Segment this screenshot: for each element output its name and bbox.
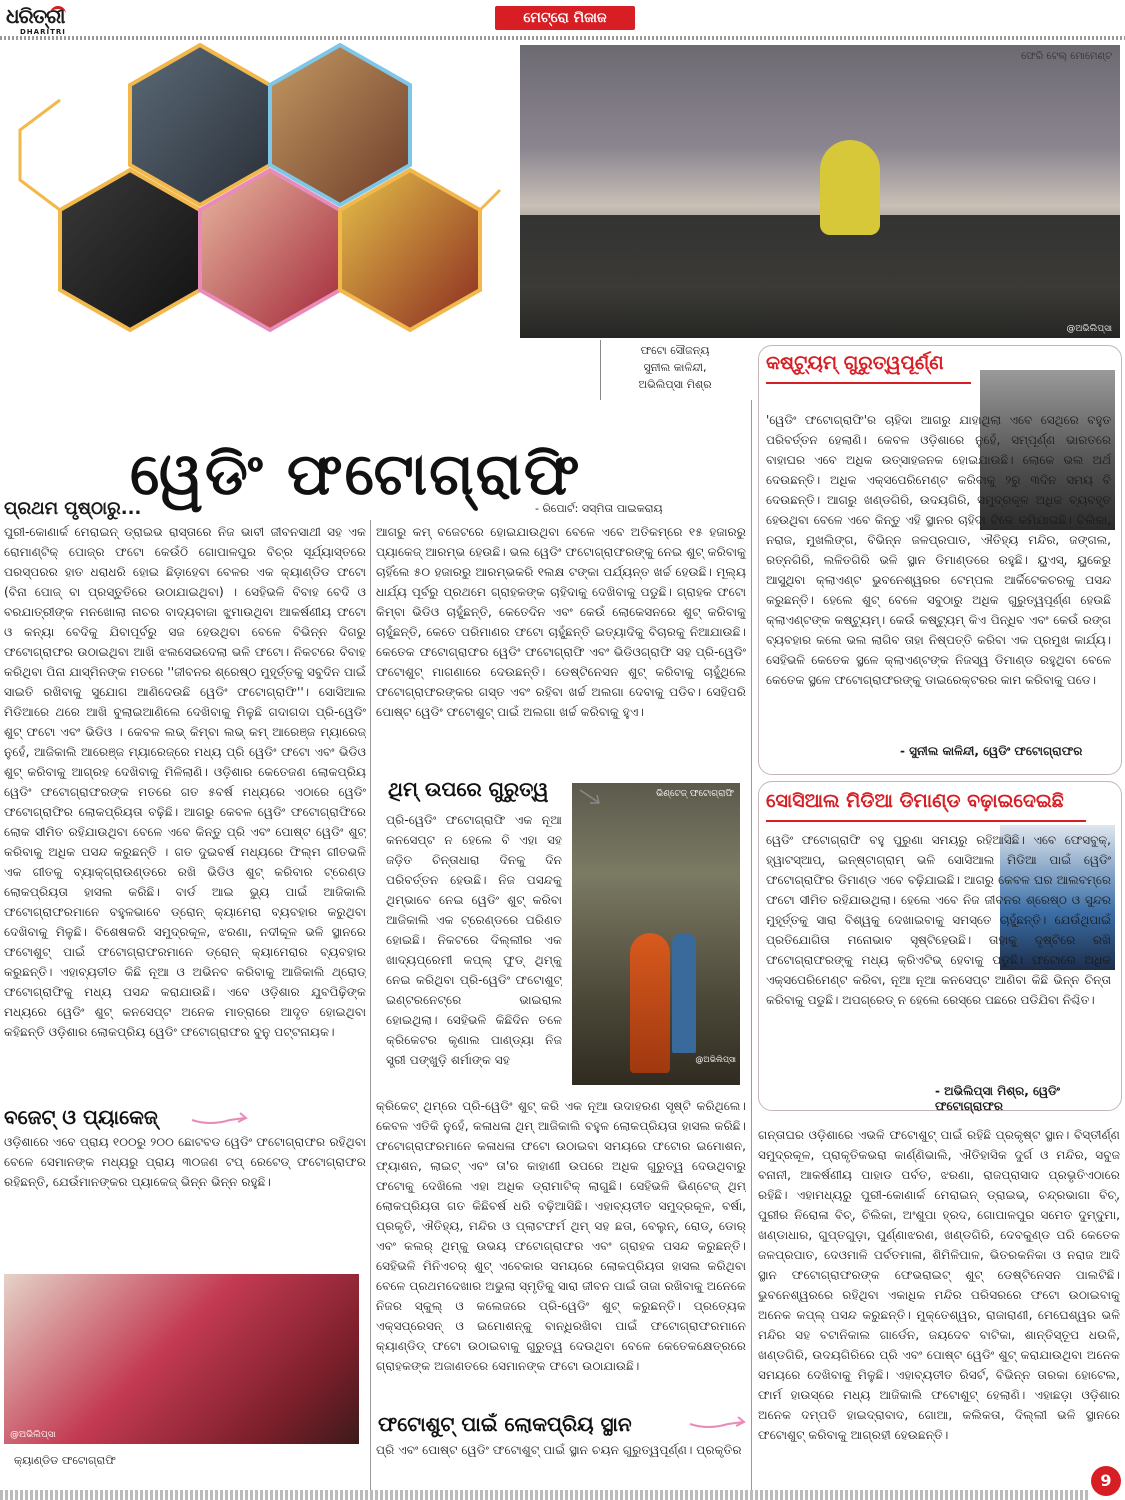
first-page-label: ପ୍ରଥମ ପୃଷ୍ଠାରୁ...	[4, 498, 142, 519]
couple-rock-photo	[520, 45, 1120, 338]
dharitri-logo: ଧରିତ୍ରୀ DHARITRI	[6, 4, 66, 36]
photo-watermark: @ଅଭିଲିପ୍ସା	[1066, 324, 1112, 334]
page-number: 9	[1091, 1466, 1121, 1496]
photo-caption-top: ଫେରି ଟେଲ୍ ମୋମେଣ୍ଟ	[1021, 51, 1112, 62]
section-tag: ମେଟ୍ରୋ ମିଜାଜ	[495, 6, 635, 30]
social-heading: ସୋସିଆଲ ମିଡିଆ ଡିମାଣ୍ଡ ବଢ଼ାଇଦେଇଛି	[766, 790, 1064, 812]
theme-text-continued: କ୍ରିକେଟ୍ ଥିମ୍‌ରେ ପ୍ରି-ୱେଡିଂ ଶୁଟ୍ କରି ଏକ ନୂଆ ଉଦାହରଣ ସୃଷ୍ଟି କରିଥିଲେ। କେବଳ ଏତିକି ନୁହେଁ, କଳାଧଳା ଥିମ୍ ଆଜିକାଲି ବହୁଳ ଲୋକପ୍ରିୟତା ହାସଲ କରିଛି। ଫଟୋଗ୍ରାଫରମାନେ କଳାଧଳା ଫଟୋ ଉଠାଇବା ସମୟରେ ଫଟୋର ଇମୋଶନ, ଫ୍ୟାଶନ, ଲାଇଟ୍ ଏବଂ ତା'ର କାହାଣୀ ଉପରେ ଅଧିକ ଗୁରୁତ୍ୱ ଦେଉଥିବାରୁ ଫଟୋକୁ ଦେଖିଲେ ଏହା ଅଧିକ ଡ୍ରାମାଟିକ୍ ଲାଗୁଛି। ସେହିଭଳି ଭିଣ୍ଟେଜ୍ ଥିମ୍ ଲୋକପ୍ରିୟତା ଗତ କିଛିବର୍ଷ ଧରି ବଢ଼ିଆସିଛି। ଏହାବ୍ୟତୀତ ସମୁଦ୍ରକୂଳ, ବର୍ଷା, ପ୍ରକୃତି, ଐତିହ୍ୟ, ମନ୍ଦିର ଓ ପ୍ଲାଟଫର୍ମ ଥିମ୍ ସହ ଛତା, ବେଲୁନ୍, ରୋଡ୍, ଡୋର୍ ଏବଂ କଲର୍ ଥିମ୍‌କୁ ଉଭୟ ଫଟୋଗ୍ରାଫର ଏବଂ ଗ୍ରାହକ ପସନ୍ଦ କରୁଛନ୍ତି। ସେହିଭଳି ମିନିଏଚର୍ ଶୁଟ୍ ଏବେକାର ସମୟରେ ଲୋକପ୍ରିୟତା ହାସଲ କରିଥିବା ବେଳେ ପ୍ରଥମଦେଖାର ଅଭୁଲା ସ୍ମୃତିକୁ ସାରା ଜୀବନ ପାଇଁ ତାଜା ରଖିବାକୁ ଅନେକେ ନିଜର ସ୍କୁଲ୍ ଓ କଲେଜରେ ପ୍ରି-ୱେଡିଂ ଶୁଟ୍ କରୁଛନ୍ତି। ପ୍ରତ୍ୟେକ ଏକ୍ସପ୍ରେସନ୍ ଓ ଇମୋଶନ୍‌କୁ ବାନ୍ଧିରଖିବା ପାଇଁ ଫଟୋଗ୍ରାଫରମାନେ କ୍ୟାଣ୍ଡିଡ୍ ଫଟୋ ଉଠାଇବାକୁ ଗୁରୁତ୍ୱ ଦେଉଥିବା ବେଳେ କେତେକକ୍ଷେତ୍ରରେ ଗ୍ରାହକଙ୍କ ଅଜାଣତରେ ସେମାନଙ୍କ ଫଟୋ ଉଠାଯାଉଛି।	[376, 1099, 746, 1373]
costume-signature: - ସୁନୀଲ କାଳିନ୍ଦୀ, ୱେଡିଂ ଫଟୋଗ୍ରାଫର	[900, 744, 1083, 758]
social-text: ୱେଡିଂ ଫଟୋଗ୍ରାଫି ବହୁ ପୁରୁଣା ସମୟରୁ ରହିଆସିଛି। ଏବେ ଫେସବୁକ୍, ହ୍ୱାଟସ୍‌ଆପ୍, ଇନ୍‌ଷ୍ଟାଗ୍ରାମ୍ ଭଳି ସୋସିଆଲ ମିଡିଆ ପାଇଁ ୱେଡିଂ ଫଟୋଗ୍ରାଫିର ଡିମାଣ୍ଡ ଏବେ ବଢ଼ିଯାଇଛି। ଆଗରୁ କେବଳ ଘର ଆଲବମ୍‌ରେ ଫଟୋ ସୀମିତ ରହିଯାଉଥିଲା। ହେଲେ ଏବେ ନିଜ ଜୀବନର ଶ୍ରେଷ୍ଠ ଓ ସୁନ୍ଦର ମୁହୂର୍ତ୍ତକୁ ସାରା ବିଶ୍ୱକୁ ଦେଖାଇବାକୁ ସମସ୍ତେ ଚାହୁଁଛନ୍ତି। ଯେଉଁଥିପାଇଁ ପ୍ରତିଯୋଗିତା ମନୋଭାବ ସୃଷ୍ଟିହେଉଛି। ତାହାକୁ ଦୃଷ୍ଟିରେ ରଖି ଫଟୋଗ୍ରାଫରଙ୍କୁ ମଧ୍ୟ କ୍ରିଏଟିଭ୍ ହେବାକୁ ପଡୁଛି। ଫଟୋରେ ଅଧିକ ଏକ୍ସପେରିମେଣ୍ଟ କରିବା, ନୂଆ ନୂଆ କନସେପ୍ଟ ଆଣିବା କିଛି ଭିନ୍ନ ଚିନ୍ତା କରିବାକୁ ପଡୁଛି। ଅପଗ୍ରେଡ୍ ନ ହେଲେ ରେସ୍‌ରେ ପଛରେ ପଡିଯିବା ନିଶ୍ଚିତ।	[766, 833, 1111, 1007]
arrow-icon	[578, 788, 602, 806]
bottom-rule	[0, 1490, 1090, 1500]
places-text: ଗନ୍ତାଘର ଓଡ଼ିଶାରେ ଏଭଳି ଫଟୋଶୁଟ୍ ପାଇଁ ରହିଛି ପ୍ରକୃଷ୍ଟ ସ୍ଥାନ। ବିସ୍ତୀର୍ଣ୍ଣ ସମୁଦ୍ରକୂଳ, ପ୍ରାକୃତିକଭରା କାର୍ଣ୍ଣିଭାଲି, ଐତିହାସିକ ଦୁର୍ଗ ଓ ମନ୍ଦିର, ସବୁଜ ବନାନୀ, ଆକର୍ଷଣୀୟ ପାହାଡ ପର୍ବତ, ଝରଣା, ରାଜପ୍ରାସାଦ ପ୍ରଭୃତିଏଠାରେ ରହିଛି। ଏହାମଧ୍ୟରୁ ପୁରୀ-କୋଣାର୍କ ମେରାଇନ୍ ଡ୍ରାଇଭ୍, ଚନ୍ଦ୍ରଭାଗା ବିଚ୍, ପୁରୀର ନିରୋଳା ବିଚ୍, ଚିଲିକା, ଅଂଶୁପା ହ୍ରଦ, ଗୋପାଳପୁର ସମେତ ଦୁମ୍‌ଦୁମା, ଖଣ୍ଡାଧାର, ଗୁପ୍ତଗୁଡ଼ା, ପୁର୍ଣ୍ଣାଝରଣ, ଖଣ୍ଡଗିରି, ଦେବକୁଣ୍ଡ ପରି କେତେକ ଜଳପ୍ରପାତ, ଦେଓମାଳି ପର୍ବତମାଳା, ଶିମିଳିପାଳ, ଭିତରକନିକା ଓ ନରାଜ ଆଦି ସ୍ଥାନ ଫଟୋଗ୍ରାଫରଙ୍କ ଫେଭରାଇଟ୍ ଶୁଟ୍ ଡେଷ୍ଟିନେସନ ପାଲଟିଛି। ଭୁବନେଶ୍ୱରରେ ରହିଥିବା ଏକାଧିକ ମନ୍ଦିର ପରିସରରେ ଫଟୋ ଉଠାଇବାକୁ ଅନେକ କପ୍‌ଲ୍ ପସନ୍ଦ କରୁଛନ୍ତି। ମୁକ୍ତେଶ୍ୱର, ରାଜାରାଣୀ, ମେଘେଶ୍ୱର ଭଳି ମନ୍ଦିର ସହ ବଟାନିକାଲ ଗାର୍ଡେନ, ଜୟଦେବ ବାଟିକା, ଶାନ୍ତିସ୍ତୂପ ଧଉଳି, ଖଣ୍ଡଗିରି, ଉଦୟଗିରିରେ ପ୍ରି ଏବଂ ପୋଷ୍ଟ ୱେଡିଂ ଶୁଟ୍ କରାଯାଉଥିବା ଅନେକ ସମୟରେ ଦେଖିବାକୁ ମିଳୁଛି। ଏହାବ୍ୟତୀତ ରିସର୍ଟ, ବିଭିନ୍ନ ତାରକା ହୋଟେଲ, ଫାର୍ମ ହାଉସ୍‌ରେ ମଧ୍ୟ ଆଜିକାଲି ଫଟୋଶୁଟ୍ ହେଲାଣି। ଏହାଛଡ଼ା ଓଡ଼ିଶାର ଅନେକ ଦମ୍ପତି ହାଇଦ୍ରାବାଦ, ଗୋଆ, କଲିକତା, ଦିଲ୍ଲୀ ଭଳି ସ୍ଥାନରେ ଫଟୋଶୁଟ୍ କରିବାକୁ ଆଗ୍ରହୀ ହେଉଛନ୍ତି।	[758, 1128, 1120, 1442]
reporter-line: - ରିପୋର୍ଟ: ସସ୍ମିତା ପାଇକରାୟ	[535, 502, 663, 515]
hex-collage	[0, 40, 520, 340]
place-heading: ଫଟୋଶୁଟ୍ ପାଇଁ ଲୋକପ୍ରିୟ ସ୍ଥାନ	[378, 1412, 632, 1436]
vintage-photo: ଭିଣ୍ଟେଜ୍ ଫଟୋଗ୍ରାଫି @ଅଭିଲିପ୍ସା	[572, 783, 740, 1085]
yellow-dress-figure	[820, 140, 880, 235]
arrow-icon	[190, 1110, 250, 1128]
photo-courtesy: ଫଟୋ ସୌଜନ୍ୟ ସୁନୀଲ କାଳିନ୍ଦୀ, ଅଭିଲିପ୍ସା ମିଶ୍ର	[638, 344, 712, 391]
column-2-text: ଆଗରୁ କମ୍ ବଜେଟରେ ହୋଇଯାଉଥିବା ବେଳେ ଏବେ ଅତିକମ୍‌ରେ ୧୫ ହଜାରରୁ ପ୍ୟାକେଜ୍ ଆରମ୍ଭ ହେଉଛି। ଭଲ ୱେଡିଂ ଫଟୋଗ୍ରାଫରଙ୍କୁ ନେଇ ଶୁଟ୍ କରିବାକୁ ଚାହିଁଲେ ୫୦ ହଜାରରୁ ଆରମ୍ଭକରି ୧ଲକ୍ଷ ଟଙ୍କା ପର୍ଯ୍ୟନ୍ତ ଖର୍ଚ୍ଚ ହେଉଛି। ମୂଲ୍ୟ ଧାର୍ଯ୍ୟ ପୂର୍ବରୁ ପ୍ରଥମେ ଗ୍ରାହକଙ୍କ ଚାହିଦାକୁ ଦେଖିବାକୁ ପଡୁଛି। ଗ୍ରାହକ ଫଟୋ କିମ୍ବା ଭିଡିଓ ଚାହୁଁଛନ୍ତି, କେତେଦିନ ଏବଂ କେଉଁ ଲୋକେସନରେ ଶୁଟ୍ କରିବାକୁ ଚାହୁଁଛନ୍ତି, କେତେ ପରିମାଣର ଫଟୋ ଚାହୁଁଛନ୍ତି ଇତ୍ୟାଦିକୁ ବିଚାରକୁ ନିଆଯାଉଛି। କେତେକ ଫଟୋଗ୍ରାଫର ୱେଡିଂ ଫଟୋଗ୍ରାଫି ଏବଂ ଭିଡିଓଗ୍ରାଫି ସହ ପ୍ରି-ୱେଡିଂ ଫଟୋଶୁଟ୍ ମାଗଣାରେ ଦେଉଛନ୍ତି। ଡେଷ୍ଟିନେସନ ଶୁଟ୍ କରିବାକୁ ଚାହୁଁଥିଲେ ଫଟୋଗ୍ରାଫରଙ୍କର ଗସ୍ତ ଏବଂ ରହିବା ଖର୍ଚ୍ଚ ଅଲଗା ଦେବାକୁ ପଡିବ। ସେହିପରି ପୋଷ୍ଟ ୱେଡିଂ ଫଟୋଶୁଟ୍ ପାଇଁ ଅଲଗା ଖର୍ଚ୍ଚ କରିବାକୁ ହୁଏ।	[376, 525, 746, 719]
main-title: ୱେଡିଂ ଫଟୋଗ୍ରାଫି	[130, 440, 582, 508]
budget-heading: ବଜେଟ୍ ଓ ପ୍ୟାକେଜ୍	[4, 1105, 158, 1129]
theme-text: ପ୍ରି-ୱେଡିଂ ଫଟୋଗ୍ରାଫି ଏକ ନୂଆ କନସେପ୍ଟ ନ ହେଲେ ବି ଏହା ସହ ଜଡ଼ିତ ଚିନ୍ତାଧାରା ଦିନକୁ ଦିନ ପରିବର୍ତ୍ତନ ହେଉଛି। ନିଜ ପସନ୍ଦକୁ ଥିମ୍‌ଭାବେ ନେଇ ୱେଡିଂ ଶୁଟ୍ କରିବା ଆଜିକାଲି ଏକ ଟ୍ରେଣ୍ଡରେ ପରିଣତ ହୋଇଛି। ନିକଟରେ ଦିଲ୍ଲୀର ଏକ ଖାଦ୍ୟପ୍ରେମୀ କପ୍‌ଲ୍ ଫୁଡ୍ ଥିମ୍‌କୁ ନେଇ କରିଥିବା ପ୍ରି-ୱେଡିଂ ଫଟୋଶୁଟ୍ ଇଣ୍ଟରନେଟ୍‌ରେ ଭାଇରାଲ ହୋଇଥିଲା। ସେହିଭଳି କିଛିଦିନ ତଳେ କ୍ରିକେଟର କୃଣାଲ ପାଣ୍ଡ୍ୟା ନିଜ ସ୍ତ୍ରୀ ପଙ୍ଖୁଡ଼ି ଶର୍ମାଙ୍କ ସହ	[386, 813, 562, 1067]
budget-text: ଓଡ଼ିଶାରେ ଏବେ ପ୍ରାୟ ୧୦୦ରୁ ୨୦୦ ଛୋଟବଡ ୱେଡିଂ ଫଟୋଗ୍ରାଫର ରହିଥିବା ବେଳେ ସେମାନଙ୍କ ମଧ୍ୟରୁ ପ୍ରାୟ ୩୦ଜଣ ଟପ୍ ରେଟେଡ୍ ଫଟୋଗ୍ରାଫର ରହିଛନ୍ତି, ଯେଉଁମାନଙ୍କର ପ୍ୟାକେଜ୍ ଭିନ୍ନ ଭିନ୍ନ ରହୁଛି।	[4, 1135, 366, 1189]
costume-text: 'ୱେଡିଂ ଫଟୋଗ୍ରାଫି'ର ଚାହିଦା ଆଗରୁ ଯାହାଥିଲା ଏବେ ସେଥିରେ ବହୁତ ପରିବର୍ତ୍ତନ ହେଲାଣି। କେବଳ ଓଡ଼ିଶାରେ ନୁହେଁ, ସମ୍ପୂର୍ଣ୍ଣ ଭାରତରେ ବାହାଘର ଏବେ ଅଧିକ ଉତ୍ସାହଜନକ ହୋଇଯାଉଛି। ଲୋକେ ଭଲ ଅର୍ଥ ଦେଉଛନ୍ତି। ଅଧିକ ଏକ୍ସପେରିମେଣ୍ଟ କରିବାକୁ ୨ରୁ ୩ଦିନ ସମୟ ବି ଦେଉଛନ୍ତି। ଆଗରୁ ଖଣ୍ଡଗିରି, ଉଦୟଗିରି, ସମୁଦ୍ରକୂଳ ଅଧିକ ବ୍ୟବହୃତ ହେଉଥିବା ବେଳେ ଏବେ କିନ୍ତୁ ଏହି ସ୍ଥାନର ଚାହିଦା ଟିକେ କମିଯାଇଛି। ଚିଲିକା, ନରାଜ, ମୁଖଲିଙ୍ଗ, ବିଭିନ୍ନ ଜଳପ୍ରପାତ, ଐତିହ୍ୟ ମନ୍ଦିର, ଜଙ୍ଗଲ, ରତ୍ନଗିରି, ଲଳିତଗିରି ଭଳି ସ୍ଥାନ ଡିମାଣ୍ଡରେ ରହୁଛି। ୟୁଏସ୍, ୟୁକେରୁ ଆସୁଥିବା କ୍ଲାଏଣ୍ଟ ଭୁବନେଶ୍ୱରର ଟେମ୍ପଲ ଆର୍କିଟେକଚରକୁ ପସନ୍ଦ କରୁଛନ୍ତି। ହେଲେ ଶୁଟ୍ ବେଳେ ସବୁଠାରୁ ଅଧିକ ଗୁରୁତ୍ୱପୂର୍ଣ୍ଣ ହେଉଛି କ୍ଲାଏଣ୍ଟଙ୍କ କଷ୍ଟ୍ୟୁମ୍। କେଉଁ କଷ୍ଟ୍ୟୁମ୍ କିଏ ପିନ୍ଧିବ ଏବଂ କେଉଁ ରଙ୍ଗ ବ୍ୟବହାର କଲେ ଭଲ ଲାଗିବ ତାହା ନିଷ୍ପତ୍ତି କରିବା ଏକ ପ୍ରମୁଖ କାର୍ଯ୍ୟ। ସେହିଭଳି କେତେକ ସ୍ଥଳେ କ୍ଲାଏଣ୍ଟଙ୍କ ନିଜସ୍ୱ ଡିମାଣ୍ଡ ରହୁଥିବା ବେଳେ କେତେକ ସ୍ଥଳେ ଫଟୋଗ୍ରାଫରଙ୍କୁ ଡାଇରେକ୍ଟରର କାମ କରିବାକୁ ପଡେ।	[766, 413, 1111, 687]
arrow-icon	[688, 1414, 748, 1432]
column-1-text: ପୁରୀ-କୋଣାର୍କ ମେରାଇନ୍ ଡ୍ରାଇଭ ରାସ୍ତାରେ ନିଜ ଭାବୀ ଜୀବନସାଥୀ ସହ ଏକ ରୋମାଣ୍ଟିକ୍ ପୋଜ୍‌ର ଫଟୋ କେଉଁଠି ଗୋପାଳପୁର ବିଚ୍‌ର ସୂର୍ଯ୍ୟାସ୍ତରେ ପରସ୍ପରର ହାତ ଧରାଧରି ହୋଇ ଛିଡ଼ାହେବା ବେଳର ଏକ କ୍ୟାଣ୍ଡିଡ ଫଟୋ (ବିନା ପୋଜ୍ ବା ପ୍ରସ୍ତୁତିରେ ଉଠାଯାଇଥିବା) । ସେହିଭଳି ବିବାହ ବେଦି ଓ ବରଯାତ୍ରୀଙ୍କ ମନଖୋଲା ନାଚର ବାଦ୍ୟବାଜା ଝୁମାଉଥିବା ଆକର୍ଷଣୀୟ ଫଟୋ ଓ କନ୍ୟା ବେଦିକୁ ଯିବାପୂର୍ବରୁ ସଜ ହେଉଥିବା ବେଳେ ବିଭିନ୍ନ ଦିଗରୁ ଫଟୋଗ୍ରାଫର ଉଠାଇଥିବା ଆଖି ଝଲସେଇଦେଲା ଭଳି ଫଟୋ। ନିକଟରେ ବିବାହ କରିଥିବା ପିନା ଯାସ୍ମିନଙ୍କ ମତରେ ''ଜୀବନର ଶ୍ରେଷ୍ଠ ମୁହୂର୍ତ୍ତକୁ ସବୁଦିନ ପାଇଁ ସାଇତି ରଖିବାକୁ ସୁଯୋଗ ଆଣିଦେଉଛି ୱେଡିଂ ଫଟୋଗ୍ରାଫି''। ସୋସିଆଲ ମିଡିଆରେ ଥରେ ଆଖି ବୁଲାଇଆଣିଲେ ଦେଖିବାକୁ ମିଳୁଛି ଗଦାଗଦା ପ୍ରି-ୱେଡିଂ ଶୁଟ୍ ଫଟୋ ଏବଂ ଭିଡିଓ । କେବଳ ଲଭ୍ କିମ୍ବା ଲଭ୍ କମ୍ ଆରେଞ୍ଜ ମ୍ୟାରେଜ୍ ନୁହେଁ, ଆଜିକାଲି ଆରେଞ୍ଜ ମ୍ୟାରେଜ୍‌ରେ ମଧ୍ୟ ପ୍ରି ୱେଡିଂ ଫଟୋ ଏବଂ ଭିଡିଓ ଶୁଟ୍ କରିବାକୁ ଆଗ୍ରହ ଦେଖିବାକୁ ମିଳିଲାଣି। ଓଡ଼ିଶାର କେତେଜଣ ଲୋକପ୍ରିୟ ୱେଡିଂ ଫଟୋଗ୍ରାଫରଙ୍କ ମତରେ ଗତ ୫ବର୍ଷ ମଧ୍ୟରେ ଏଠାରେ ୱେଡିଂ ଫଟୋଗ୍ରାଫିର ଲୋକପ୍ରିୟତା ବଢ଼ିଛି। ଆଗରୁ କେବଳ ୱେଡିଂ ଫଟୋଗ୍ରାଫିରେ ଲୋକ ସୀମିତ ରହିଯାଉଥିବା ବେଳେ ଏବେ କିନ୍ତୁ ପ୍ରି ଏବଂ ପୋଷ୍ଟ ୱେଡିଂ ଶୁଟ୍ କରିବାକୁ ଅଧିକ ପସନ୍ଦ କରୁଛନ୍ତି । ଗତ ଦୁଇବର୍ଷ ମଧ୍ୟରେ ଫିଲ୍ମ ଗୀତଭଳି ଏକ ଗୀତକୁ ବ୍ୟାକ୍‌ଗ୍ରାଉଣ୍ଡରେ ରଖି ଭିଡିଓ ଶୁଟ୍ କରିବାର ଟ୍ରେଣ୍ଡ ଲୋକପ୍ରିୟତା ହାସଲ କରିଛି। ବାର୍ଡ ଆଇ ଭ୍ୟୁ ପାଇଁ ଆଜିକାଲି ଫଟୋଗ୍ରାଫରମାନେ ବହୁଳଭାବେ ଡ୍ରୋନ୍ କ୍ୟାମେରା ବ୍ୟବହାର କରୁଥିବା ଦେଖିବାକୁ ମିଳୁଛି। ବିଶେଷକରି ସମୁଦ୍ରକୂଳ, ଝରଣା, ନଦୀକୂଳ ଭଳି ସ୍ଥାନରେ ଫଟୋଶୁଟ୍ ପାଇଁ ଫଟୋଗ୍ରାଫରମାନେ ଡ୍ରୋନ୍ କ୍ୟାମେରାର ବ୍ୟବହାର କରୁଛନ୍ତି। ଏହାବ୍ୟତୀତ କିଛି ନୂଆ ଓ ଅଭିନବ କରିବାକୁ ଆଜିକାଲି ଥ୍ରୋଡ୍ ଫଟୋଗ୍ରାଫିକୁ ମଧ୍ୟ ପସନ୍ଦ କରାଯାଉଛି। ଏବେ ଓଡ଼ିଶାର ଯୁବପିଢ଼ିଙ୍କ ମଧ୍ୟରେ ୱେଡିଂ ଶୁଟ୍ କନସେପ୍ଟ ଅନେକ ମାତ୍ରାରେ ଆଦୃତ ହୋଇଥିବା କହିଛନ୍ତି ଓଡ଼ିଶାର ଲୋକପ୍ରିୟ ୱେଡିଂ ଫଟୋଗ୍ରାଫର ବୁନୁ ପଟ୍ଟନାୟକ।	[4, 525, 366, 1039]
candid-caption: କ୍ୟାଣ୍ଡିଡ ଫଟୋଗ୍ରାଫି	[14, 1454, 116, 1467]
costume-heading: କଷ୍ଟ୍ୟୁମ୍ ଗୁରୁତ୍ୱପୂର୍ଣ୍ଣ	[766, 352, 944, 374]
social-signature: - ଅଭିଲିପ୍ସା ମିଶ୍ର, ୱେଡିଂ ଫଟୋଗ୍ରାଫର	[935, 1084, 1061, 1113]
vintage-caption: ଭିଣ୍ଟେଜ୍ ଫଟୋଗ୍ରାଫି	[656, 789, 734, 799]
place-intro: ପ୍ରି ଏବଂ ପୋଷ୍ଟ ୱେଡିଂ ଫଟୋଶୁଟ୍ ପାଇଁ ସ୍ଥାନ ଚୟନ ଗୁରୁତ୍ୱପୂର୍ଣ୍ଣ। ପ୍ରକୃତିର	[376, 1443, 742, 1457]
candid-photo: @ଅଭିଲିପ୍ସା	[4, 1274, 359, 1444]
theme-heading: ଥିମ୍ ଉପରେ ଗୁରୁତ୍ୱ	[388, 777, 549, 801]
